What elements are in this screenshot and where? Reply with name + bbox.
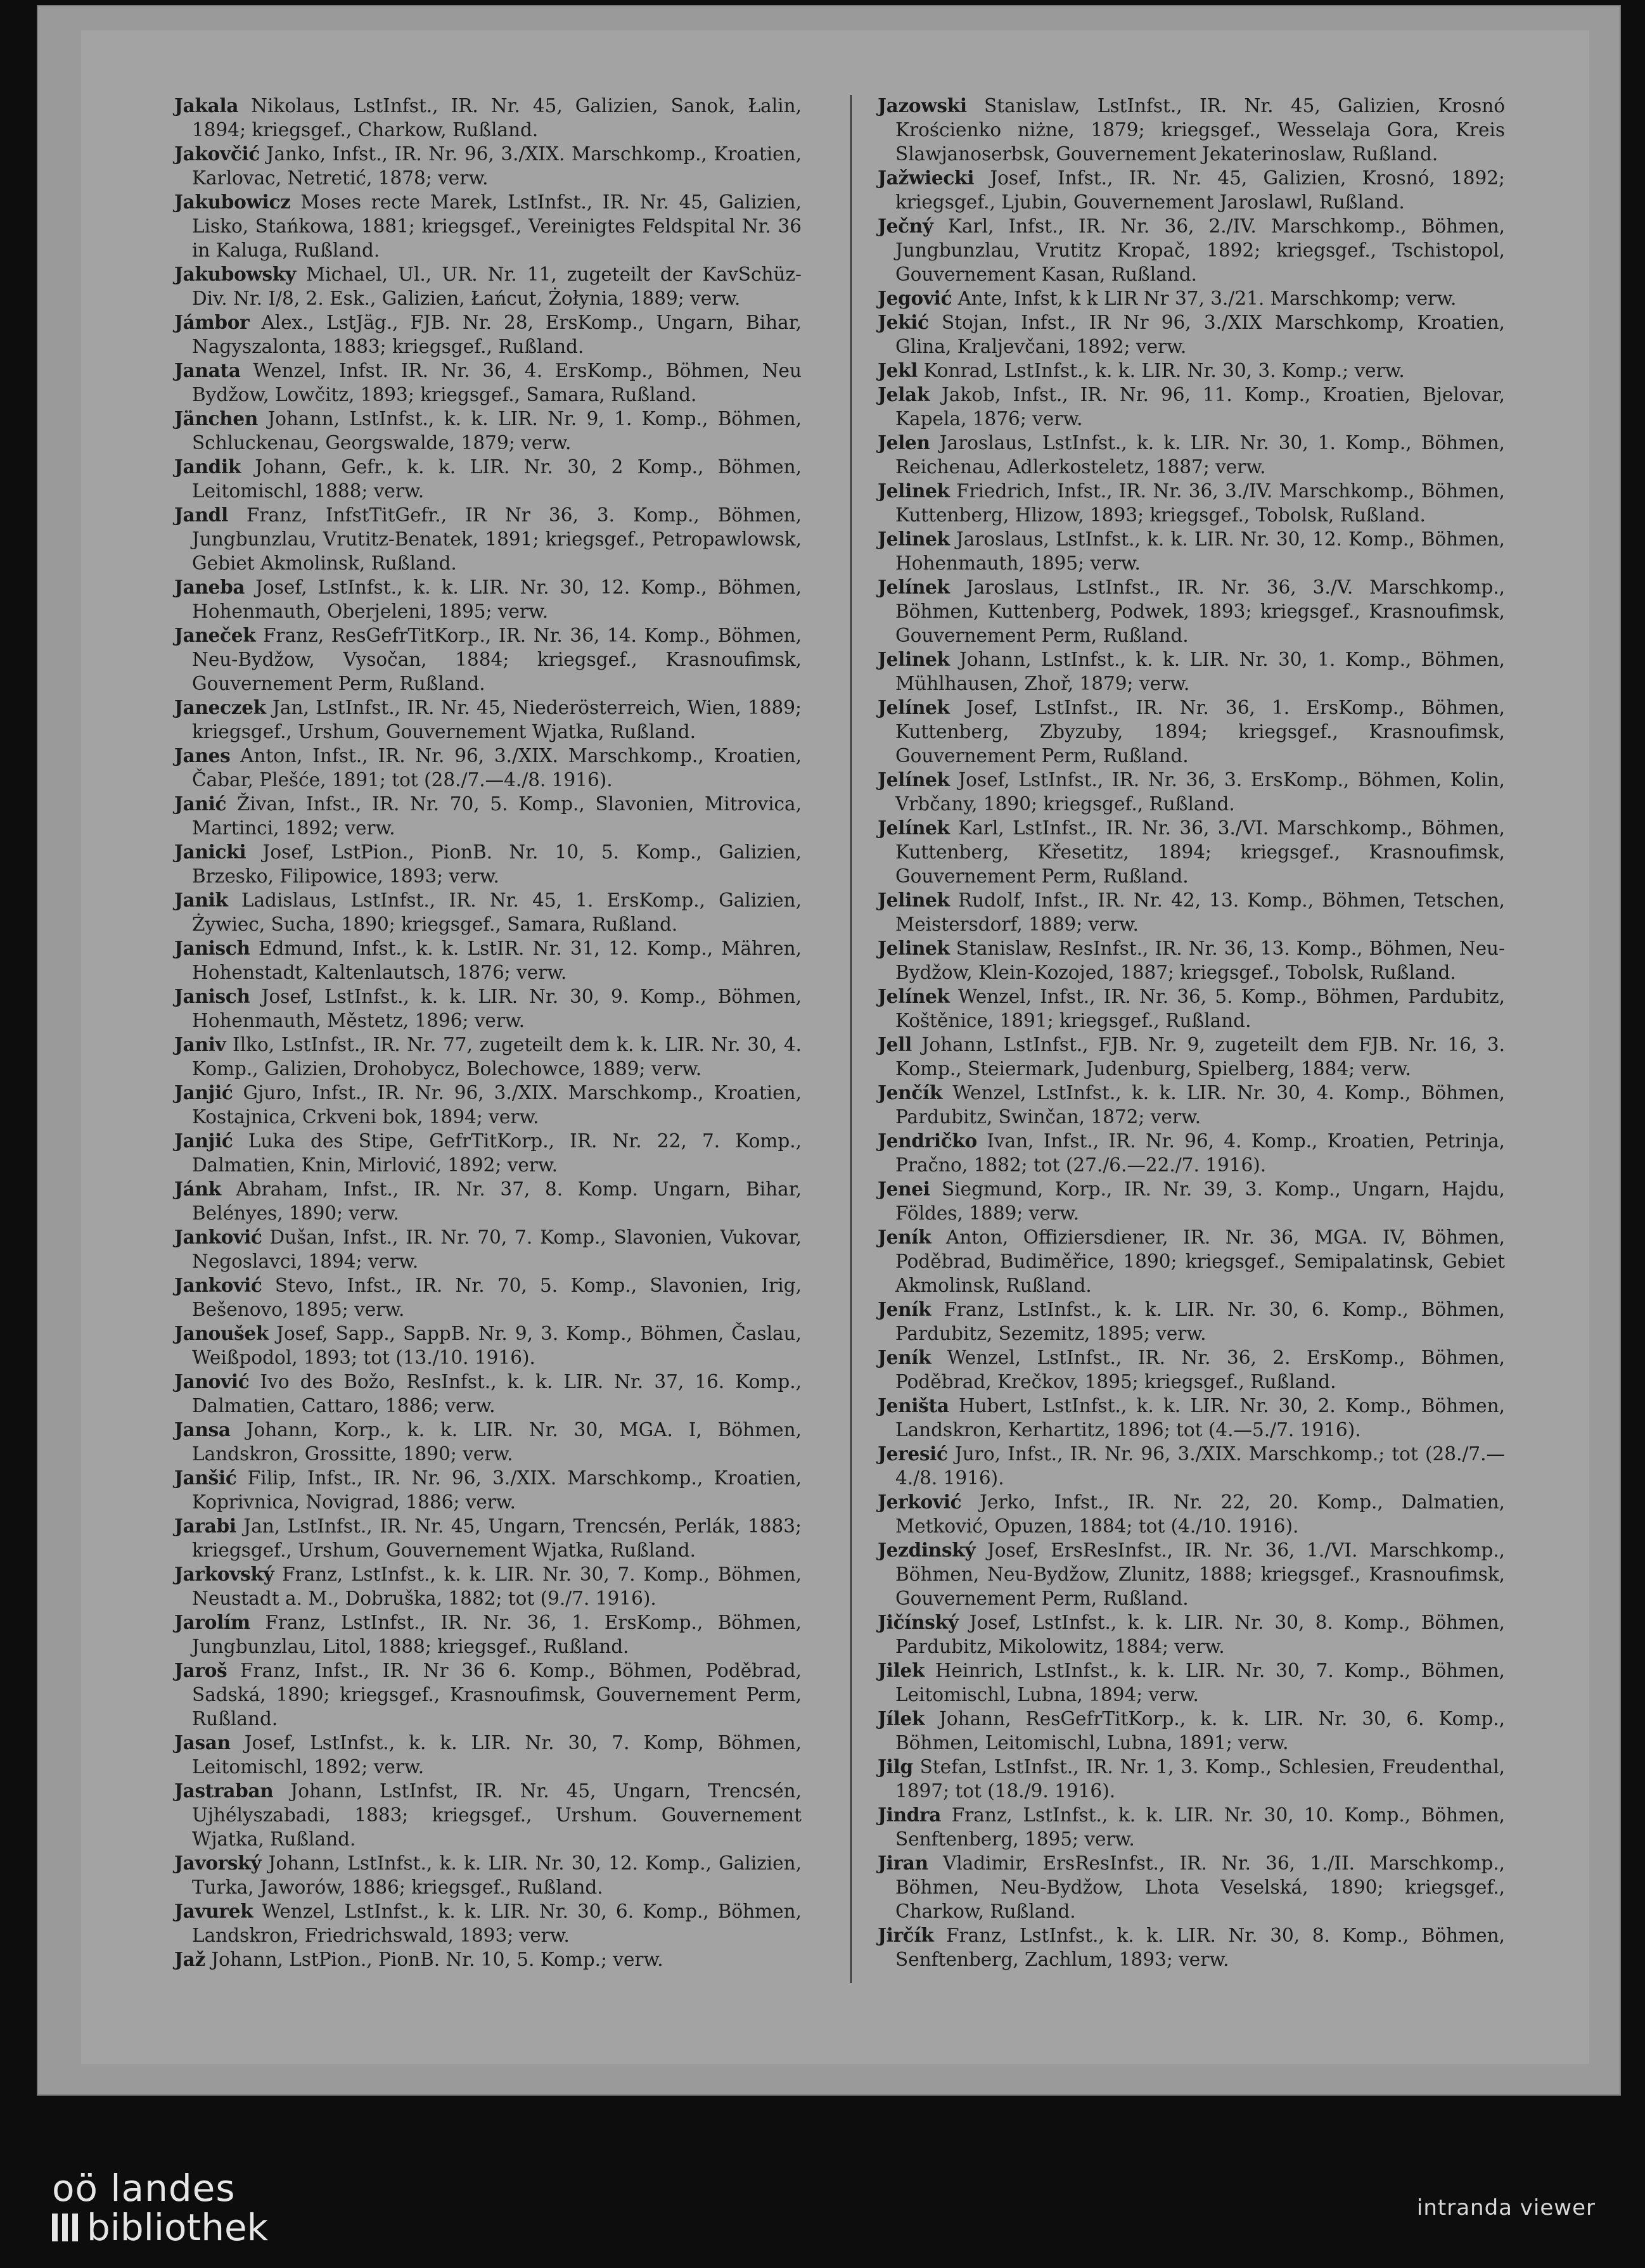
entry-details: Janko, Infst., IR. Nr. 96, 3./XIX. Marschkomp., Kroatien, Karlovac, Netretić, 1878; verw. bbox=[192, 143, 802, 189]
entry-details: Alex., LstJäg., FJB. Nr. 28, ErsKomp., Ungarn, Bihar, Nagyszalonta, 1883; kriegsgef., Rußland. bbox=[192, 312, 802, 357]
entry-surname: Janković bbox=[174, 1226, 262, 1248]
register-entry bbox=[878, 1297, 1505, 1346]
entry-surname: Jeník bbox=[878, 1226, 931, 1248]
register-entry bbox=[174, 1129, 802, 1177]
entry-details: Anton, Infst., IR. Nr. 96, 3./XIX. Marschkomp., Kroatien, Čabar, Plešće, 1891; tot (28./7.—4./8. 1916). bbox=[192, 745, 802, 791]
entry-surname: Jansa bbox=[174, 1418, 231, 1441]
entry-details: Ilko, LstInfst., IR. Nr. 77, zugeteilt dem k. k. LIR. Nr. 30, 4. Komp., Galizien, Drohobycz, Bolechowce, 1889; verw. bbox=[192, 1034, 802, 1080]
register-entry bbox=[174, 623, 802, 696]
register-entry bbox=[878, 383, 1505, 431]
entry-surname: Janović bbox=[174, 1370, 250, 1392]
entry-details: Wenzel, LstInfst., k. k. LIR. Nr. 30, 4. Komp., Böhmen, Pardubitz, Swinčan, 1872; verw. bbox=[895, 1082, 1505, 1128]
entry-surname: Jelinek bbox=[878, 648, 950, 670]
entry-details: Josef, LstInfst., IR. Nr. 36, 1. ErsKomp., Böhmen, Kuttenberg, Zbyzuby, 1894; kriegsgef., Krasnoufimsk, Gouvernement Perm, Rußland. bbox=[895, 697, 1505, 767]
register-entry bbox=[174, 1562, 802, 1610]
entry-details: Vladimir, ErsResInfst., IR. Nr. 36, 1./II. Marschkomp., Böhmen, Neu-Bydžow, Lhota Veselská, 1890; kriegsgef., Charkow, Rußland. bbox=[895, 1852, 1505, 1922]
entry-details: Ladislaus, LstInfst., IR. Nr. 45, 1. ErsKomp., Galizien, Żywiec, Sucha, 1890; kriegsgef., Samara, Rußland. bbox=[192, 889, 802, 935]
entry-surname: Jazowski bbox=[878, 94, 967, 117]
register-entry bbox=[174, 310, 802, 359]
entry-surname: Jelinek bbox=[878, 889, 950, 911]
entry-details: Juro, Infst., IR. Nr. 96, 3./XIX. Marschkomp.; tot (28./7.—4./8. 1916). bbox=[895, 1443, 1505, 1489]
register-entry bbox=[174, 1731, 802, 1779]
register-entry bbox=[174, 1466, 802, 1514]
entry-details: Stanislaw, LstInfst., IR. Nr. 45, Galizien, Krosnó Krościenko niżne, 1879; kriegsgef., Wesselaja Gora, Kreis Slawjanoserbsk, Gouvernement Jekaterinoslaw, Rußland. bbox=[895, 95, 1505, 165]
entry-surname: Jarolím bbox=[174, 1611, 250, 1633]
left-column bbox=[174, 94, 802, 1972]
entry-details: Johann, Gefr., k. k. LIR. Nr. 30, 2 Komp., Böhmen, Leitomischl, 1888; verw. bbox=[192, 456, 802, 502]
register-entry bbox=[878, 527, 1505, 575]
entry-details: Siegmund, Korp., IR. Nr. 39, 3. Komp., Ungarn, Hajdu, Földes, 1889; verw. bbox=[895, 1178, 1505, 1224]
register-entry bbox=[174, 503, 802, 575]
entry-surname: Janjić bbox=[174, 1130, 233, 1152]
viewer-footer bbox=[0, 2151, 1645, 2268]
entry-details: Ivan, Infst., IR. Nr. 96, 4. Komp., Kroatien, Petrinja, Pračno, 1882; tot (27./6.—22./7. 1916). bbox=[895, 1130, 1505, 1176]
entry-details: Dušan, Infst., IR. Nr. 70, 7. Komp., Slavonien, Vukovar, Negoslavci, 1894; verw. bbox=[192, 1226, 802, 1272]
register-entry bbox=[878, 1538, 1505, 1610]
entry-surname: Jendričko bbox=[878, 1130, 977, 1152]
entry-details: Stojan, Infst., IR Nr 96, 3./XIX Marschkomp, Kroatien, Glina, Kraljevčani, 1892; verw. bbox=[895, 312, 1505, 357]
register-entry bbox=[878, 310, 1505, 359]
entry-surname: Jirčík bbox=[878, 1924, 934, 1946]
entry-surname: Jezdinský bbox=[878, 1539, 976, 1561]
entry-details: Johann, LstInfst., k. k. LIR. Nr. 9, 1. Komp., Böhmen, Schluckenau, Georgswalde, 1879; verw. bbox=[192, 408, 802, 454]
register-entry bbox=[174, 792, 802, 840]
register-entry bbox=[174, 1225, 802, 1273]
entry-details: Franz, LstInfst., k. k. LIR. Nr. 30, 8. Komp., Böhmen, Senftenberg, Zachlum, 1893; verw. bbox=[895, 1925, 1505, 1970]
entry-surname: Jarkovský bbox=[174, 1563, 274, 1585]
entry-surname: Janeba bbox=[174, 576, 245, 598]
entry-surname: Janjić bbox=[174, 1081, 233, 1104]
register-entry bbox=[174, 1418, 802, 1466]
register-entry bbox=[174, 936, 802, 984]
entry-surname: Jelínek bbox=[878, 696, 950, 718]
entry-details: Franz, InfstTitGefr., IR Nr 36, 3. Komp., Böhmen, Jungbunzlau, Vrutitz-Benatek, 1891; kriegsgef., Petropawlowsk, Gebiet Akmolinsk, Rußland. bbox=[192, 504, 802, 574]
entry-surname: Janata bbox=[174, 359, 241, 381]
entry-surname: Jelinek bbox=[878, 528, 950, 550]
register-entry bbox=[878, 359, 1505, 383]
register-entry bbox=[878, 1129, 1505, 1177]
register-entry bbox=[878, 696, 1505, 768]
entry-details: Anton, Offiziersdiener, IR. Nr. 36, MGA. IV, Böhmen, Poděbrad, Budiměřice, 1890; kriegsgef., Semipalatinsk, Gebiet Akmolinsk, Rußland. bbox=[895, 1226, 1505, 1296]
column-divider bbox=[850, 95, 852, 1983]
entry-surname: Janik bbox=[174, 889, 228, 911]
entry-surname: Jegović bbox=[878, 287, 952, 309]
entry-surname: Jandik bbox=[174, 456, 241, 478]
right-column bbox=[878, 94, 1505, 1972]
register-entry bbox=[878, 1033, 1505, 1081]
register-entry bbox=[174, 1659, 802, 1731]
entry-details: Wenzel, LstInfst., k. k. LIR. Nr. 30, 6. Komp., Böhmen, Landskron, Friedrichswald, 1893; verw. bbox=[192, 1901, 802, 1946]
entry-details: Jerko, Infst., IR. Nr. 22, 20. Komp., Dalmatien, Metković, Opuzen, 1884; tot (4./10. 1916). bbox=[895, 1491, 1505, 1537]
entry-details: Edmund, Infst., k. k. LstIR. Nr. 31, 12. Komp., Mähren, Hohenstadt, Kaltenlautsch, 1876; verw. bbox=[192, 938, 802, 983]
register-entry bbox=[174, 1322, 802, 1370]
entry-surname: Janoušek bbox=[174, 1322, 269, 1344]
entry-details: Stanislaw, ResInfst., IR. Nr. 36, 13. Komp., Böhmen, Neu-Bydžow, Klein-Kozojed, 1887; kriegsgef., Tobolsk, Rußland. bbox=[895, 938, 1505, 983]
entry-surname: Jelínek bbox=[878, 768, 950, 791]
entry-details: Wenzel, Infst., IR. Nr. 36, 5. Komp., Böhmen, Pardubitz, Koštěnice, 1891; kriegsgef., Rußland. bbox=[895, 986, 1505, 1031]
entry-surname: Javurek bbox=[174, 1900, 253, 1922]
register-entry bbox=[878, 94, 1505, 166]
entry-details: Ante, Infst, k k LIR Nr 37, 3./21. Marschkomp; verw. bbox=[952, 288, 1457, 309]
entry-surname: Jánk bbox=[174, 1178, 221, 1200]
entry-surname: Ječný bbox=[878, 215, 933, 237]
entry-surname: Jasan bbox=[174, 1731, 231, 1754]
entry-details: Gjuro, Infst., IR. Nr. 96, 3./XIX. Marschkomp., Kroatien, Kostajnica, Crkveni bok, 1894; verw. bbox=[192, 1082, 802, 1128]
entry-details: Josef, LstInfst., k. k. LIR. Nr. 30, 8. Komp., Böhmen, Pardubitz, Mikolowitz, 1884; verw. bbox=[895, 1612, 1505, 1657]
entry-details: Franz, LstInfst., k. k. LIR. Nr. 30, 7. Komp., Böhmen, Neustadt a. M., Dobruška, 1882; tot (9./7. 1916). bbox=[192, 1564, 802, 1609]
entry-details: Jaroslaus, LstInfst., k. k. LIR. Nr. 30, 1. Komp., Böhmen, Reichenau, Adlerkosteletz, 1887; verw. bbox=[895, 432, 1505, 478]
entry-surname: Janković bbox=[174, 1274, 262, 1296]
entry-details: Franz, LstInfst., k. k. LIR. Nr. 30, 6. Komp., Böhmen, Pardubitz, Sezemitz, 1895; verw. bbox=[895, 1299, 1505, 1344]
register-entry bbox=[174, 94, 802, 142]
entry-details: Karl, LstInfst., IR. Nr. 36, 3./VI. Marschkomp., Böhmen, Kuttenberg, Křesetitz, 1894; kriegsgef., Krasnoufimsk, Gouvernement Perm, Rußland. bbox=[895, 817, 1505, 887]
library-logo[interactable] bbox=[52, 2169, 268, 2247]
logo-line-2 bbox=[52, 2208, 268, 2247]
entry-surname: Janšić bbox=[174, 1467, 237, 1489]
entry-surname: Jakubowsky bbox=[174, 263, 296, 285]
register-entry bbox=[174, 262, 802, 310]
entry-details: Jakob, Infst., IR. Nr. 96, 11. Komp., Kroatien, Bjelovar, Kapela, 1876; verw. bbox=[895, 384, 1505, 430]
entry-surname: Jeník bbox=[878, 1298, 931, 1320]
entry-surname: Janeček bbox=[174, 624, 256, 646]
entry-details: Jaroslaus, LstInfst., k. k. LIR. Nr. 30, 12. Komp., Böhmen, Hohenmauth, 1895; verw. bbox=[895, 528, 1505, 574]
entry-details: Stevo, Infst., IR. Nr. 70, 5. Komp., Slavonien, Irig, Bešenovo, 1895; verw. bbox=[192, 1275, 802, 1320]
entry-surname: Jelen bbox=[878, 431, 930, 454]
entry-details: Josef, LstInfst., IR. Nr. 36, 3. ErsKomp., Böhmen, Kolin, Vrbčany, 1890; kriegsgef., Rußland. bbox=[895, 769, 1505, 815]
entry-surname: Janisch bbox=[174, 985, 250, 1007]
register-entry bbox=[174, 1273, 802, 1322]
entry-details: Josef, LstInfst., k. k. LIR. Nr. 30, 9. Komp., Böhmen, Hohenmauth, Městetz, 1896; verw. bbox=[192, 986, 802, 1031]
entry-surname: Jelínek bbox=[878, 817, 950, 839]
register-entry bbox=[878, 1394, 1505, 1442]
entry-details: Moses recte Marek, LstInfst., IR. Nr. 45, Galizien, Lisko, Stańkowa, 1881; kriegsgef., Vereinigtes Feldspital Nr. 36 in Kaluga, Rußland. bbox=[192, 191, 802, 261]
entry-surname: Janicki bbox=[174, 841, 246, 863]
entry-details: Josef, ErsResInfst., IR. Nr. 36, 1./VI. Marschkomp., Böhmen, Neu-Bydžow, Zlunitz, 1888; kriegsgef., Krasnoufimsk, Gouvernement Perm, Rußland. bbox=[895, 1539, 1505, 1609]
entry-surname: Jelak bbox=[878, 383, 930, 405]
register-entry bbox=[878, 936, 1505, 984]
register-entry bbox=[174, 1947, 802, 1972]
entry-surname: Jaž bbox=[174, 1948, 205, 1970]
register-entry bbox=[878, 431, 1505, 479]
register-entry bbox=[174, 455, 802, 503]
register-entry bbox=[878, 768, 1505, 816]
register-entry bbox=[878, 1803, 1505, 1851]
entry-surname: Jičínský bbox=[878, 1611, 959, 1633]
entry-surname: Jilg bbox=[878, 1755, 913, 1778]
entry-surname: Janes bbox=[174, 744, 231, 767]
register-entry bbox=[174, 359, 802, 407]
entry-surname: Jindra bbox=[878, 1804, 942, 1826]
entry-details: Abraham, Infst., IR. Nr. 37, 8. Komp. Ungarn, Bihar, Belényes, 1890; verw. bbox=[192, 1178, 802, 1224]
entry-surname: Jenei bbox=[878, 1178, 930, 1200]
register-entry bbox=[174, 1081, 802, 1129]
entry-details: Johann, LstInfst., k. k. LIR. Nr. 30, 12. Komp., Galizien, Turka, Jaworów, 1886; kriegsgef., Rußland. bbox=[192, 1852, 802, 1898]
register-entry bbox=[878, 1442, 1505, 1490]
entry-surname: Janisch bbox=[174, 937, 250, 959]
entry-surname: Jeník bbox=[878, 1346, 931, 1368]
entry-details: Karl, Infst., IR. Nr. 36, 2./IV. Marschkomp., Böhmen, Jungbunzlau, Vrutitz Kropač, 1892; kriegsgef., Tschistopol, Gouvernement Kasan, Rußland. bbox=[895, 215, 1505, 285]
register-entry bbox=[174, 984, 802, 1033]
logo-line-2-text: bibliothek bbox=[87, 2206, 269, 2249]
register-entry bbox=[878, 479, 1505, 527]
logo-line-1: oö landes bbox=[52, 2167, 236, 2210]
register-entry bbox=[174, 840, 802, 888]
entry-surname: Jeništa bbox=[878, 1394, 949, 1417]
register-entry bbox=[878, 1755, 1505, 1803]
entry-surname: Jell bbox=[878, 1033, 912, 1055]
register-entry bbox=[174, 888, 802, 936]
entry-surname: Jelínek bbox=[878, 985, 950, 1007]
entry-details: Franz, ResGefrTitKorp., IR. Nr. 36, 14. Komp., Böhmen, Neu-Bydžow, Vysočan, 1884; kriegsgef., Krasnoufimsk, Gouvernement Perm, Rußland. bbox=[192, 625, 802, 694]
entry-details: Josef, LstInfst., k. k. LIR. Nr. 30, 7. Komp, Böhmen, Leitomischl, 1892; verw. bbox=[192, 1732, 802, 1778]
entry-surname: Jakovčić bbox=[174, 143, 260, 165]
entry-details: Johann, ResGefrTitKorp., k. k. LIR. Nr. 30, 6. Komp., Böhmen, Leitomischl, Lubna, 1891; verw. bbox=[895, 1708, 1505, 1754]
entry-surname: Jakubowicz bbox=[174, 191, 291, 213]
entry-surname: Jerković bbox=[878, 1491, 962, 1513]
entry-details: Johann, LstInfst., FJB. Nr. 9, zugeteilt dem FJB. Nr. 16, 3. Komp., Steiermark, Judenburg, Spielberg, 1884; verw. bbox=[895, 1034, 1505, 1080]
register-entry bbox=[174, 1899, 802, 1947]
entry-details: Filip, Infst., IR. Nr. 96, 3./XIX. Marschkomp., Kroatien, Koprivnica, Novigrad, 1886; verw. bbox=[192, 1467, 802, 1513]
entry-details: Friedrich, Infst., IR. Nr. 36, 3./IV. Marschkomp., Böhmen, Kuttenberg, Hlizow, 1893; kriegsgef., Tobolsk, Rußland. bbox=[895, 480, 1505, 526]
entry-details: Franz, LstInfst., IR. Nr. 36, 1. ErsKomp., Böhmen, Jungbunzlau, Litol, 1888; kriegsgef., Rußland. bbox=[192, 1612, 802, 1657]
register-entry bbox=[878, 1081, 1505, 1129]
entry-details: Hubert, LstInfst., k. k. LIR. Nr. 30, 2. Komp., Böhmen, Landskron, Kerhartitz, 1896; tot (4.—5./7. 1916). bbox=[895, 1395, 1505, 1441]
register-entry bbox=[174, 1779, 802, 1851]
entry-details: Konrad, LstInfst., k. k. LIR. Nr. 30, 3. Komp.; verw. bbox=[918, 360, 1405, 381]
entry-details: Josef, LstInfst., k. k. LIR. Nr. 30, 12. Komp., Böhmen, Hohenmauth, Oberjeleni, 1895; verw. bbox=[192, 577, 802, 622]
register-entry bbox=[878, 214, 1505, 286]
entry-details: Johann, Korp., k. k. LIR. Nr. 30, MGA. I, Böhmen, Landskron, Grossitte, 1890; verw. bbox=[192, 1419, 802, 1465]
register-entry bbox=[174, 1177, 802, 1225]
entry-details: Wenzel, LstInfst., IR. Nr. 36, 2. ErsKomp., Böhmen, Poděbrad, Krečkov, 1895; kriegsgef., Rußland. bbox=[895, 1347, 1505, 1392]
entry-details: Luka des Stipe, GefrTitKorp., IR. Nr. 22, 7. Komp., Dalmatien, Knin, Mirlović, 1892; verw. bbox=[192, 1130, 802, 1176]
entry-surname: Jandl bbox=[174, 504, 228, 526]
entry-surname: Janeczek bbox=[174, 696, 266, 718]
entry-surname: Jílek bbox=[878, 1707, 925, 1730]
entry-details: Franz, LstInfst., k. k. LIR. Nr. 30, 10. Komp., Böhmen, Senftenberg, 1895; verw. bbox=[895, 1804, 1505, 1850]
register-entry bbox=[878, 1610, 1505, 1659]
entry-details: Stefan, LstInfst., IR. Nr. 1, 3. Komp., Schlesien, Freudenthal, 1897; tot (18./9. 1916). bbox=[895, 1756, 1505, 1802]
entry-surname: Jažwiecki bbox=[878, 167, 975, 189]
entry-details: Heinrich, LstInfst., k. k. LIR. Nr. 30, 7. Komp., Böhmen, Leitomischl, Lubna, 1894; verw. bbox=[895, 1660, 1505, 1705]
register-entry bbox=[174, 142, 802, 190]
register-entry bbox=[174, 1033, 802, 1081]
entry-details: Johann, LstPion., PionB. Nr. 10, 5. Komp.; verw. bbox=[205, 1949, 663, 1970]
register-entry bbox=[878, 1225, 1505, 1297]
entry-surname: Jelinek bbox=[878, 937, 950, 959]
entry-surname: Jelínek bbox=[878, 576, 950, 598]
register-entry bbox=[878, 286, 1505, 310]
register-entry bbox=[878, 1851, 1505, 1923]
register-entry bbox=[878, 888, 1505, 936]
register-entry bbox=[878, 1707, 1505, 1755]
register-entry bbox=[174, 1851, 802, 1899]
register-entry bbox=[174, 1514, 802, 1562]
register-entry bbox=[174, 407, 802, 455]
viewer-brand[interactable]: intranda viewer bbox=[1416, 2195, 1596, 2220]
entry-surname: Jelinek bbox=[878, 480, 950, 502]
register-entry bbox=[878, 1923, 1505, 1972]
entry-details: Jan, LstInfst., IR. Nr. 45, Niederösterreich, Wien, 1889; kriegsgef., Urshum, Gouvernement Wjatka, Rußland. bbox=[192, 697, 802, 742]
register-entry bbox=[174, 1610, 802, 1659]
register-entry bbox=[174, 190, 802, 262]
entry-surname: Jámbor bbox=[174, 311, 250, 333]
register-entry bbox=[878, 647, 1505, 696]
entry-details: Ivo des Božo, ResInfst., k. k. LIR. Nr. 37, 16. Komp., Dalmatien, Cattaro, 1886; verw. bbox=[192, 1371, 802, 1417]
logo-bars-icon bbox=[52, 2214, 78, 2241]
entry-surname: Jeresić bbox=[878, 1443, 948, 1465]
entry-surname: Jekić bbox=[878, 311, 929, 333]
entry-surname: Jenčík bbox=[878, 1081, 942, 1104]
register-entry bbox=[878, 1659, 1505, 1707]
entry-surname: Jastraban bbox=[174, 1780, 274, 1802]
entry-details: Josef, LstPion., PionB. Nr. 10, 5. Komp., Galizien, Brzesko, Filipowice, 1893; verw. bbox=[192, 841, 802, 887]
register-entry bbox=[878, 575, 1505, 647]
register-entry bbox=[174, 575, 802, 623]
entry-details: Michael, Ul., UR. Nr. 11, zugeteilt der KavSchüz-Div. Nr. I/8, 2. Esk., Galizien, Łańcut, Żołynia, 1889; verw. bbox=[192, 264, 802, 309]
entry-details: Nikolaus, LstInfst., IR. Nr. 45, Galizien, Sanok, Łalin, 1894; kriegsgef., Charkow, Rußland. bbox=[192, 95, 802, 141]
entry-details: Rudolf, Infst., IR. Nr. 42, 13. Komp., Böhmen, Tetschen, Meistersdorf, 1889; verw. bbox=[895, 889, 1505, 935]
register-entry bbox=[878, 166, 1505, 214]
entry-surname: Jekl bbox=[878, 359, 918, 381]
entry-details: Josef, Infst., IR. Nr. 45, Galizien, Krosnó, 1892; kriegsgef., Ljubin, Gouvernement Jaroslawl, Rußland. bbox=[895, 167, 1505, 213]
register-entry bbox=[878, 984, 1505, 1033]
register-entry bbox=[878, 816, 1505, 888]
entry-surname: Jarabi bbox=[174, 1515, 236, 1537]
register-entry bbox=[878, 1177, 1505, 1225]
entry-details: Johann, LstInfst., k. k. LIR. Nr. 30, 1. Komp., Böhmen, Mühlhausen, Zhoř, 1879; verw. bbox=[895, 649, 1505, 694]
entry-details: Johann, LstInfst, IR. Nr. 45, Ungarn, Trencsén, Ujhélyszabadi, 1883; kriegsgef., Urshum. Gouvernement Wjatka, Rußland. bbox=[192, 1780, 802, 1850]
entry-details: Jaroslaus, LstInfst., IR. Nr. 36, 3./V. Marschkomp., Böhmen, Kuttenberg, Podwek, 1893; kriegsgef., Krasnoufimsk, Gouvernement Perm, Rußland. bbox=[895, 577, 1505, 646]
entry-surname: Janić bbox=[174, 793, 227, 815]
register-entry bbox=[878, 1490, 1505, 1538]
register-entry bbox=[878, 1346, 1505, 1394]
entry-surname: Jakala bbox=[174, 94, 239, 117]
register-entry bbox=[174, 1370, 802, 1418]
entry-details: Wenzel, Infst. IR. Nr. 36, 4. ErsKomp., Böhmen, Neu Bydžow, Lowčitz, 1893; kriegsgef., Samara, Rußland. bbox=[192, 360, 802, 405]
entry-details: Franz, Infst., IR. Nr 36 6. Komp., Böhmen, Poděbrad, Sadská, 1890; kriegsgef., Krasnoufimsk, Gouvernement Perm, Rußland. bbox=[192, 1660, 802, 1730]
entry-surname: Janiv bbox=[174, 1033, 226, 1055]
register-entry bbox=[174, 696, 802, 744]
entry-details: Živan, Infst., IR. Nr. 70, 5. Komp., Slavonien, Mitrovica, Martinci, 1892; verw. bbox=[192, 793, 802, 839]
entry-details: Josef, Sapp., SappB. Nr. 9, 3. Komp., Böhmen, Časlau, Weißpodol, 1893; tot (13./10. 1916). bbox=[192, 1323, 802, 1368]
entry-surname: Jilek bbox=[878, 1659, 925, 1681]
register-entry bbox=[174, 744, 802, 792]
entry-surname: Javorský bbox=[174, 1852, 262, 1874]
entry-surname: Jänchen bbox=[174, 407, 259, 430]
entry-surname: Jaroš bbox=[174, 1659, 227, 1681]
entry-surname: Jiran bbox=[878, 1852, 928, 1874]
entry-details: Jan, LstInfst., IR. Nr. 45, Ungarn, Trencsén, Perlák, 1883; kriegsgef., Urshum, Gouvernement Wjatka, Rußland. bbox=[192, 1515, 802, 1561]
